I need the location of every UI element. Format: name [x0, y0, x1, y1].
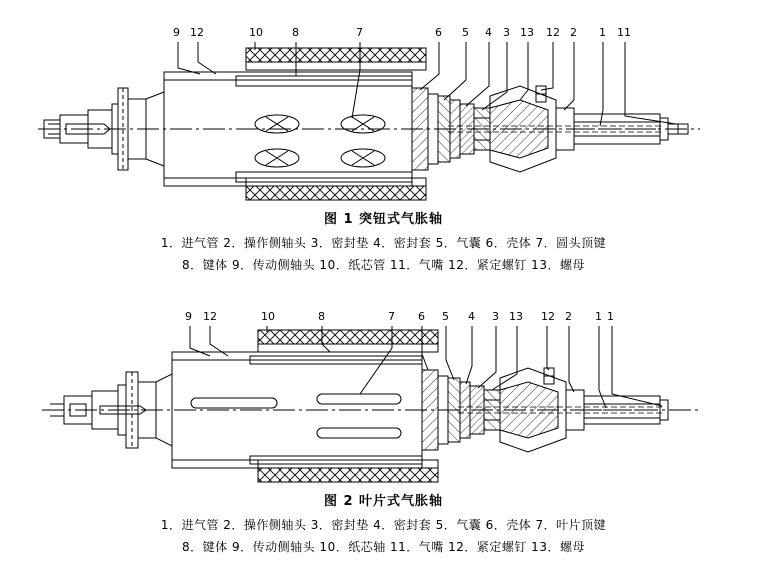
callout-13: 13 — [509, 310, 523, 323]
callout-12: 12 — [203, 310, 217, 323]
callout-8: 8 — [318, 310, 325, 323]
figure-2-legend-line-2: 8．键体 9．传动侧轴头 10．纸芯轴 11．气嘴 12．紧定螺钉 13．螺母 — [182, 540, 585, 554]
callout-7: 7 — [388, 310, 395, 323]
figure-1-svg — [0, 0, 767, 205]
callout-8: 8 — [292, 26, 299, 39]
callout-13: 13 — [520, 26, 534, 39]
figure-1-legend — [0, 232, 767, 276]
callout-12: 12 — [190, 26, 204, 39]
callout-4: 4 — [468, 310, 475, 323]
callout-2: 2 — [565, 310, 572, 323]
callout-12b: 12 — [546, 26, 560, 39]
figure-1-legend-line-2: 8．键体 9．传动侧轴头 10．纸芯管 11．气嘴 12．紧定螺钉 13．螺母 — [182, 258, 585, 272]
callout-4: 4 — [485, 26, 492, 39]
figure-2 — [0, 290, 767, 578]
callout-11: 1 — [607, 310, 614, 323]
figure-2-legend — [0, 514, 767, 558]
callout-1: 1 — [599, 26, 606, 39]
figure-2-svg — [0, 290, 767, 490]
callout-6: 6 — [435, 26, 442, 39]
figure-1-drawing — [0, 0, 767, 205]
figure-1-caption: 图 1 突钮式气胀轴 — [323, 212, 444, 227]
callout-11: 11 — [617, 26, 631, 39]
callout-5: 5 — [442, 310, 449, 323]
callout-7: 7 — [356, 26, 363, 39]
callout-10: 10 — [261, 310, 275, 323]
callout-12b: 12 — [541, 310, 555, 323]
callout-9: 9 — [173, 26, 180, 39]
callout-2: 2 — [570, 26, 577, 39]
figure-1-callouts — [173, 26, 631, 39]
figure-1-legend-line-1: 1．进气管 2．操作侧轴头 3．密封垫 4．密封套 5．气囊 6．壳体 7．圆头顶键 — [160, 236, 607, 250]
figure-2-drawing — [0, 290, 767, 490]
callout-9: 9 — [185, 310, 192, 323]
figure-2-caption: 图 2 叶片式气胀轴 — [323, 494, 444, 509]
figure-2-legend-line-1: 1．进气管 2．操作侧轴头 3．密封垫 4．密封套 5．气囊 6．壳体 7．叶片顶键 — [160, 518, 607, 532]
callout-6: 6 — [418, 310, 425, 323]
callout-5: 5 — [462, 26, 469, 39]
callout-3: 3 — [492, 310, 499, 323]
figure-2-callouts — [185, 310, 614, 323]
callout-1: 1 — [595, 310, 602, 323]
callout-3: 3 — [503, 26, 510, 39]
callout-10: 10 — [249, 26, 263, 39]
